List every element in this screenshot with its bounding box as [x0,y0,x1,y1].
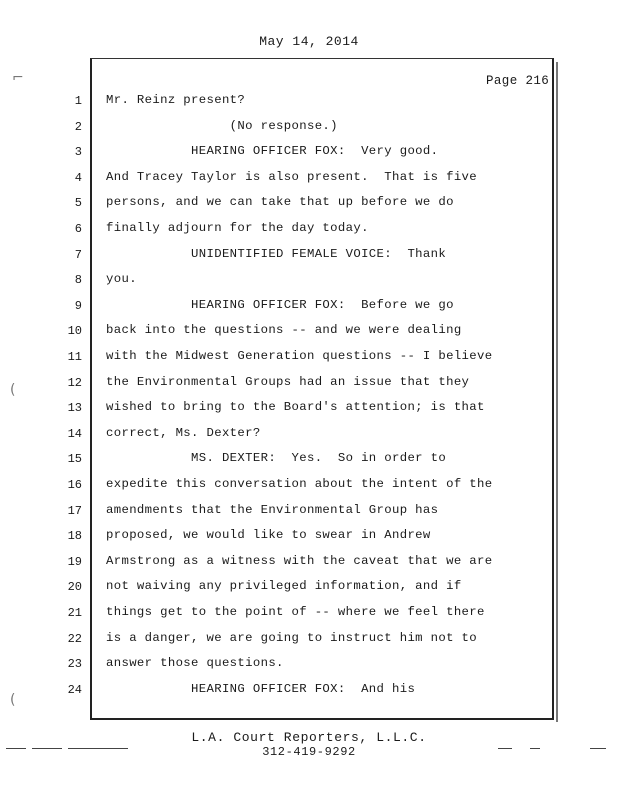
transcript-line-text: Armstrong as a witness with the caveat that we are [106,553,493,568]
transcript-line-text: UNIDENTIFIED FEMALE VOICE: Thank [106,246,447,261]
transcript-line-text: finally adjourn for the day today. [106,221,369,235]
line-number: 7 [74,247,82,262]
line-number: 12 [67,375,82,390]
transcript-line-text: persons, and we can take that up before we do [106,195,454,210]
frame-shadow [556,62,558,722]
line-number: 22 [67,631,82,646]
line-number: 13 [67,401,82,416]
transcript-line-text: things get to the point of -- where we feel there [106,605,485,619]
scan-line [498,748,512,749]
line-number: 8 [74,273,82,288]
transcript-line-text: HEARING OFFICER FOX: And his [106,681,416,696]
transcript-line-text: answer those questions. [106,656,284,671]
scan-mark-icon: ⌐ [12,70,24,86]
transcript-line-text: back into the questions -- and we were dealing [106,323,462,338]
page-number: Page 216 [486,74,550,88]
transcript-line-text: HEARING OFFICER FOX: Very good. [106,144,439,159]
scan-line [32,748,62,749]
line-number: 20 [67,580,82,595]
transcript-line-text: the Environmental Groups had an issue that they [106,374,470,389]
line-number: 19 [67,554,82,569]
transcript-date: May 14, 2014 [259,34,359,49]
line-number: 5 [74,196,82,211]
scan-line [590,748,606,749]
line-number: 1 [74,94,82,108]
transcript-line-text: amendments that the Environmental Group has [106,502,439,517]
line-number: 11 [67,350,82,364]
line-number: 14 [67,426,82,441]
line-number: 10 [67,324,82,339]
line-number: 15 [67,452,82,467]
line-number: 17 [67,503,82,518]
line-number: 21 [67,606,82,620]
transcript-line-text: wished to bring to the Board's attention; is that [106,400,485,415]
line-number: 9 [74,298,82,313]
transcript-line-text: MS. DEXTER: Yes. So in order to [106,451,447,466]
scan-line [530,748,540,749]
transcript-line-text: expedite this conversation about the intent of the [106,477,493,491]
transcript-line-text: proposed, we would like to swear in Andrew [106,528,431,543]
scan-line [6,748,26,749]
line-number: 2 [74,119,82,134]
transcript-line-text: Mr. Reinz present? [106,93,246,107]
line-number: 24 [67,682,82,697]
transcript-line-text: correct, Ms. Dexter? [106,425,261,440]
transcript-line-text: with the Midwest Generation questions -- I believe [106,349,493,363]
court-reporter-name: L.A. Court Reporters, L.L.C. [191,730,427,745]
line-number: 6 [74,222,82,236]
transcript-line-text: not waiving any privileged information, and if [106,579,462,594]
transcript-line-text: is a danger, we are going to instruct him not to [106,630,478,645]
transcript-line-text: And Tracey Taylor is also present. That is five [106,169,478,184]
line-number: 23 [67,657,82,672]
punch-hole-icon: ( [10,382,16,398]
punch-hole-icon: ( [10,692,16,708]
transcript-line-text: HEARING OFFICER FOX: Before we go [106,297,454,312]
transcript-line-text: (No response.) [106,118,338,133]
court-reporter-phone: 312-419-9292 [262,745,356,759]
line-number: 3 [74,145,82,160]
line-number: 16 [67,478,82,492]
scan-line [68,748,128,749]
line-number: 18 [67,529,82,544]
transcript-line-text: you. [106,272,137,287]
line-number: 4 [74,170,82,185]
